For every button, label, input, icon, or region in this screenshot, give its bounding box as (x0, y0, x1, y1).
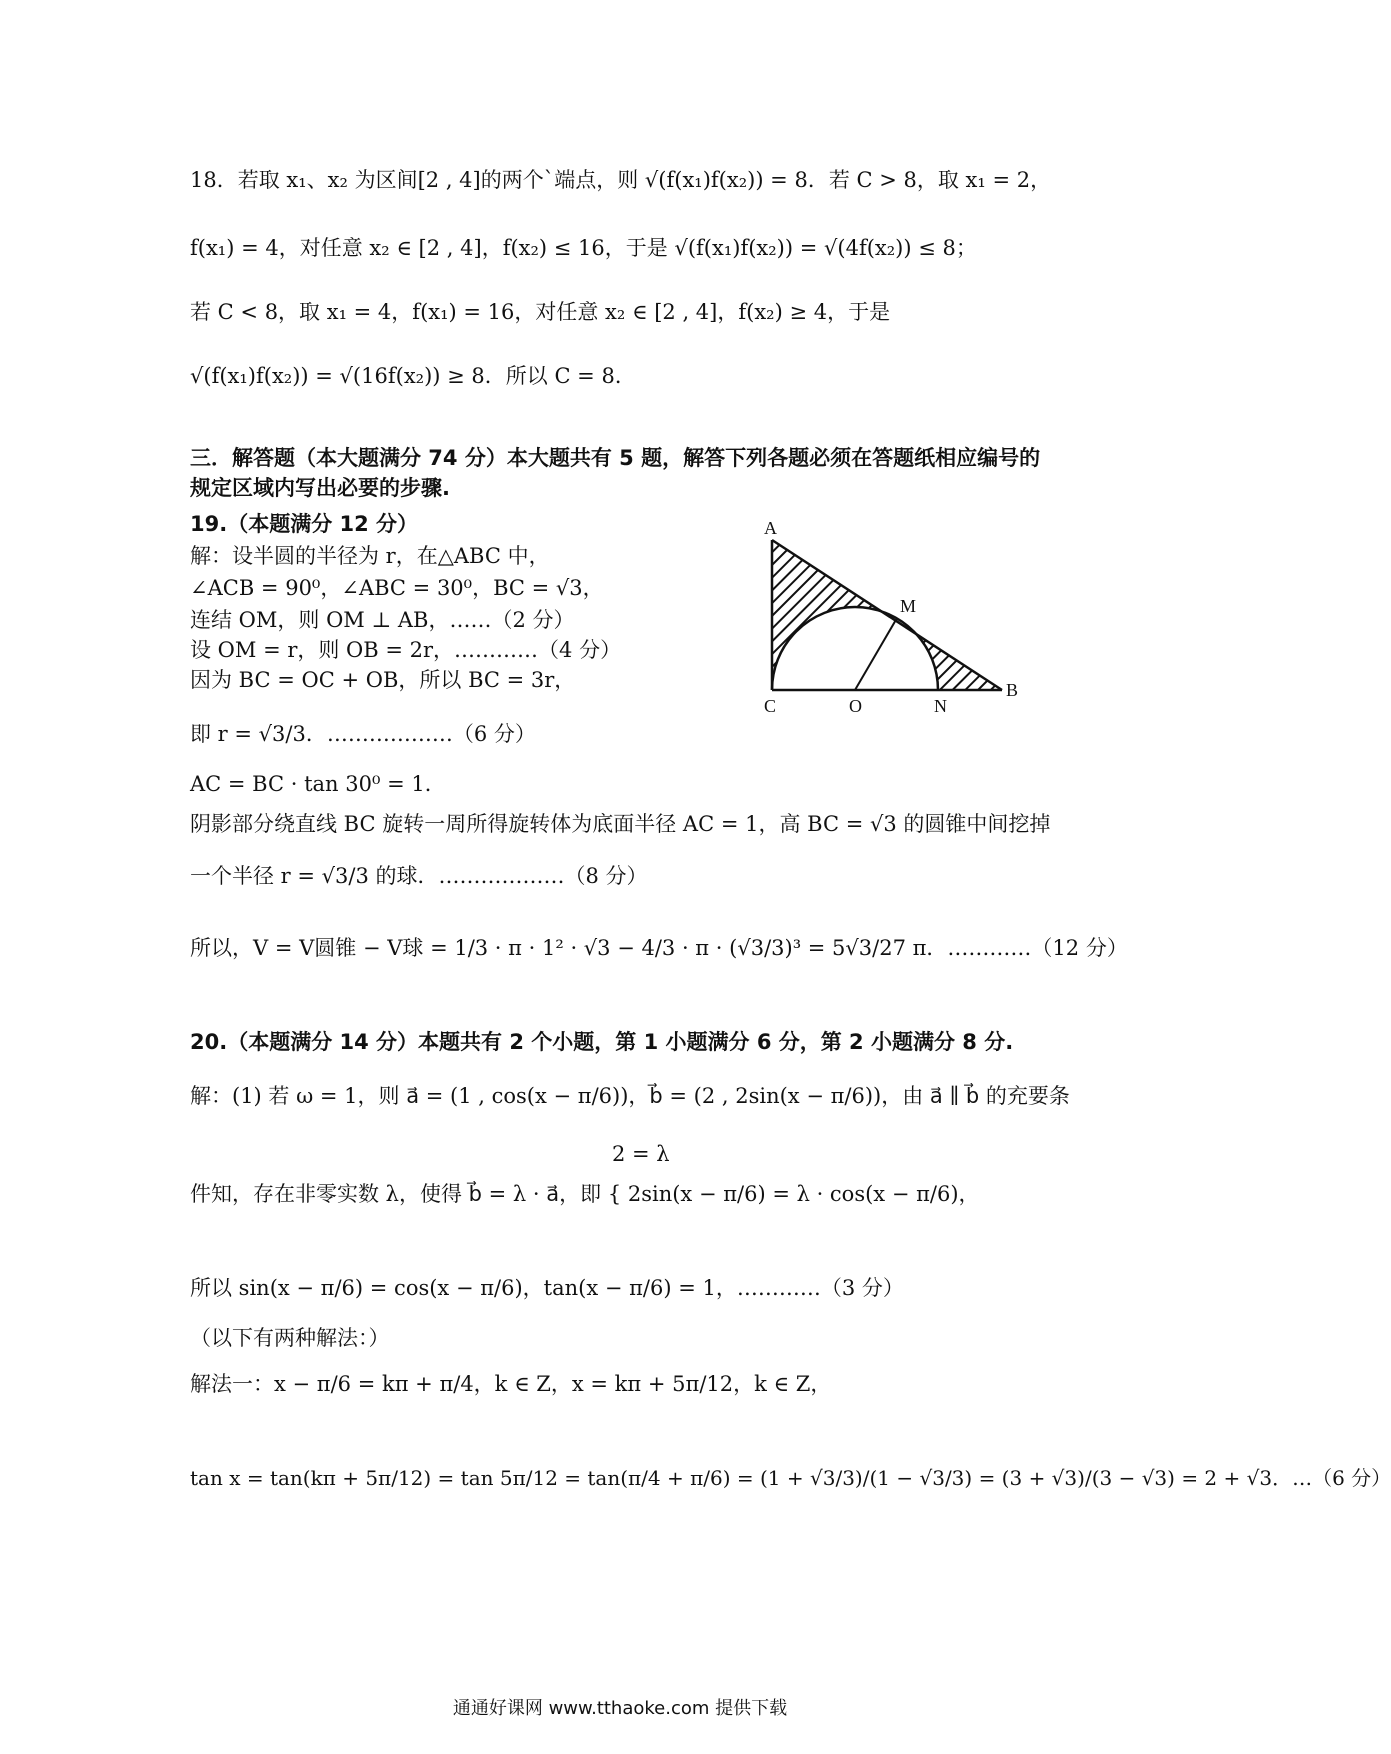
q20-line-2: 2 = λ (612, 1142, 670, 1166)
section3-heading-line-1: 三．解答题（本大题满分 74 分）本大题共有 5 题，解答下列各题必须在答题纸相应编号的 (190, 446, 1041, 470)
section3-heading-line-2: 规定区域内写出必要的步骤. (190, 476, 450, 500)
label-a: A (764, 518, 777, 538)
q20-title: 20.（本题满分 14 分）本题共有 2 个小题，第 1 小题满分 6 分，第 2 小题满分 8 分. (190, 1030, 1014, 1054)
footer-watermark: 通通好课网 www.tthaoke.com 提供下载 (452, 1698, 788, 1719)
q19-triangle-figure (752, 520, 1032, 720)
q19-line-10: 所以，V = V圆锥 − V球 = 1/3 · π · 1² · √3 − 4/3 · π · (√3/3)³ = 5√3/27 π．…………（12 分） (190, 936, 1128, 960)
q18-line-1: 18．若取 x₁、x₂ 为区间[2 , 4]的两个`端点，则 √(f(x₁)f(x₂)) = 8．若 C > 8，取 x₁ = 2， (190, 168, 1052, 192)
q20-line-1: 解：(1) 若 ω = 1，则 a⃗ = (1 , cos(x − π/6))，b⃗ = (2 , 2sin(x − π/6))，由 a⃗ ∥ b⃗ 的充要条 (190, 1084, 1070, 1108)
label-b: B (1006, 680, 1019, 700)
label-c: C (764, 696, 777, 716)
q19-line-6: 即 r = √3/3．………………（6 分） (190, 722, 536, 746)
q19-title: 19.（本题满分 12 分） (190, 512, 419, 536)
q19-line-7: AC = BC · tan 30⁰ = 1． (190, 772, 446, 796)
label-n: N (934, 696, 947, 716)
q20-line-5: （以下有两种解法：） (190, 1326, 390, 1350)
q19-line-3: 连结 OM，则 OM ⊥ AB，……（2 分） (190, 608, 575, 632)
q19-line-1: 解：设半圆的半径为 r，在△ABC 中， (190, 544, 550, 568)
q20-line-4: 所以 sin(x − π/6) = cos(x − π/6)，tan(x − π/6) = 1，…………（3 分） (190, 1276, 904, 1300)
q18-line-3: 若 C < 8，取 x₁ = 4，f(x₁) = 16，对任意 x₂ ∈ [2 , 4]，f(x₂) ≥ 4，于是 (190, 300, 891, 324)
q18-line-2: f(x₁) = 4，对任意 x₂ ∈ [2 , 4]，f(x₂) ≤ 16，于是 √(f(x₁)f(x₂)) = √(4f(x₂)) ≤ 8； (190, 236, 977, 260)
q20-line-3: 件知，存在非零实数 λ，使得 b⃗ = λ · a⃗，即 { 2sin(x − π/6) = λ · cos(x − π/6)， (190, 1182, 980, 1206)
q19-line-5: 因为 BC = OC + OB，所以 BC = 3r， (190, 668, 576, 692)
label-o: O (849, 696, 862, 716)
q19-line-4: 设 OM = r，则 OB = 2r，…………（4 分） (190, 638, 622, 662)
q20-line-7: tan x = tan(kπ + 5π/12) = tan 5π/12 = tan(π/4 + π/6) = (1 + √3/3)/(1 − √3/3) = (3 + √3)/(3 − √3) = 2 + √3．…（6 分） (190, 1466, 1391, 1490)
q19-line-2: ∠ACB = 90⁰，∠ABC = 30⁰，BC = √3， (190, 576, 604, 600)
q19-line-8: 阴影部分绕直线 BC 旋转一周所得旋转体为底面半径 AC = 1，高 BC = √3 的圆锥中间挖掉 (190, 812, 1051, 836)
q18-line-4: √(f(x₁)f(x₂)) = √(16f(x₂)) ≥ 8．所以 C = 8． (190, 364, 636, 388)
label-m: M (900, 596, 917, 616)
q19-line-9: 一个半径 r = √3/3 的球．………………（8 分） (190, 864, 648, 888)
q20-line-6: 解法一：x − π/6 = kπ + π/4，k ∈ Z，x = kπ + 5π/12，k ∈ Z， (190, 1372, 832, 1396)
